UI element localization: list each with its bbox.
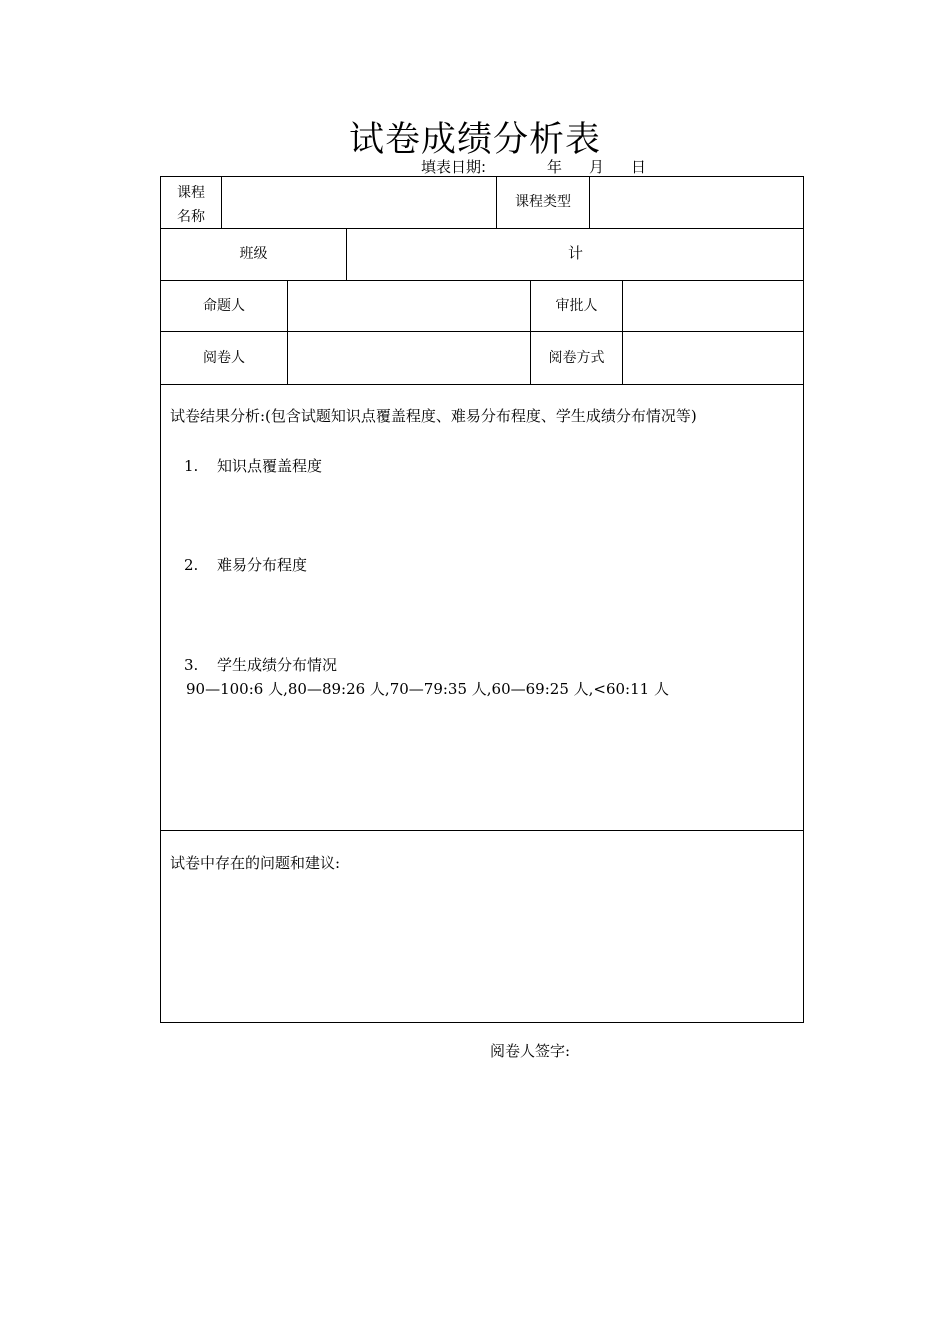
course-name-label-line2: 名称 — [177, 209, 205, 225]
course-name-label-line1: 课程 — [177, 185, 205, 201]
analysis-form-table — [160, 176, 804, 1023]
suggestions-label: 试卷中存在的问题和建议: — [170, 854, 341, 872]
class-label: 班级 — [239, 246, 268, 262]
analysis-intro: 试卷结果分析:(包含试题知识点覆盖程度、难易分布程度、学生成绩分布情况等) — [170, 407, 697, 425]
fill-date-label: 填表日期: — [421, 158, 487, 176]
grading-method-label: 阅卷方式 — [548, 350, 605, 366]
row-divider — [161, 228, 803, 229]
analysis-item-heading: 知识点覆盖程度 — [217, 457, 323, 475]
col-divider — [221, 177, 222, 228]
setter-label: 命题人 — [203, 298, 245, 314]
row-divider — [161, 384, 803, 385]
approver-label: 审批人 — [555, 298, 598, 314]
row-divider — [161, 830, 803, 831]
class-value[interactable]: 计 — [567, 244, 583, 262]
analysis-item-number: 1. — [184, 457, 199, 475]
grader-label: 阅卷人 — [203, 350, 245, 366]
course-name-label — [161, 181, 221, 229]
row-divider — [161, 331, 803, 332]
analysis-item-number: 3. — [184, 656, 199, 674]
grader-signature-label: 阅卷人签字: — [490, 1042, 571, 1060]
page-title: 试卷成绩分析表 — [348, 120, 601, 160]
analysis-item-heading: 难易分布程度 — [217, 556, 308, 574]
analysis-item-heading: 学生成绩分布情况 — [217, 656, 338, 674]
col-divider — [589, 177, 590, 228]
fill-date-month: 月 — [589, 158, 605, 176]
fill-date-year: 年 — [547, 158, 563, 176]
row-divider — [161, 280, 803, 281]
analysis-item-number: 2. — [184, 556, 199, 574]
col-divider — [622, 280, 623, 384]
course-type-label: 课程类型 — [515, 194, 571, 210]
fill-date-day: 日 — [631, 158, 647, 176]
score-distribution-text: 90—100:6 人,80—89:26 人,70—79:35 人,60—69:25 人,<60:11 人 — [186, 680, 669, 698]
col-divider — [530, 280, 531, 384]
col-divider — [287, 280, 288, 384]
